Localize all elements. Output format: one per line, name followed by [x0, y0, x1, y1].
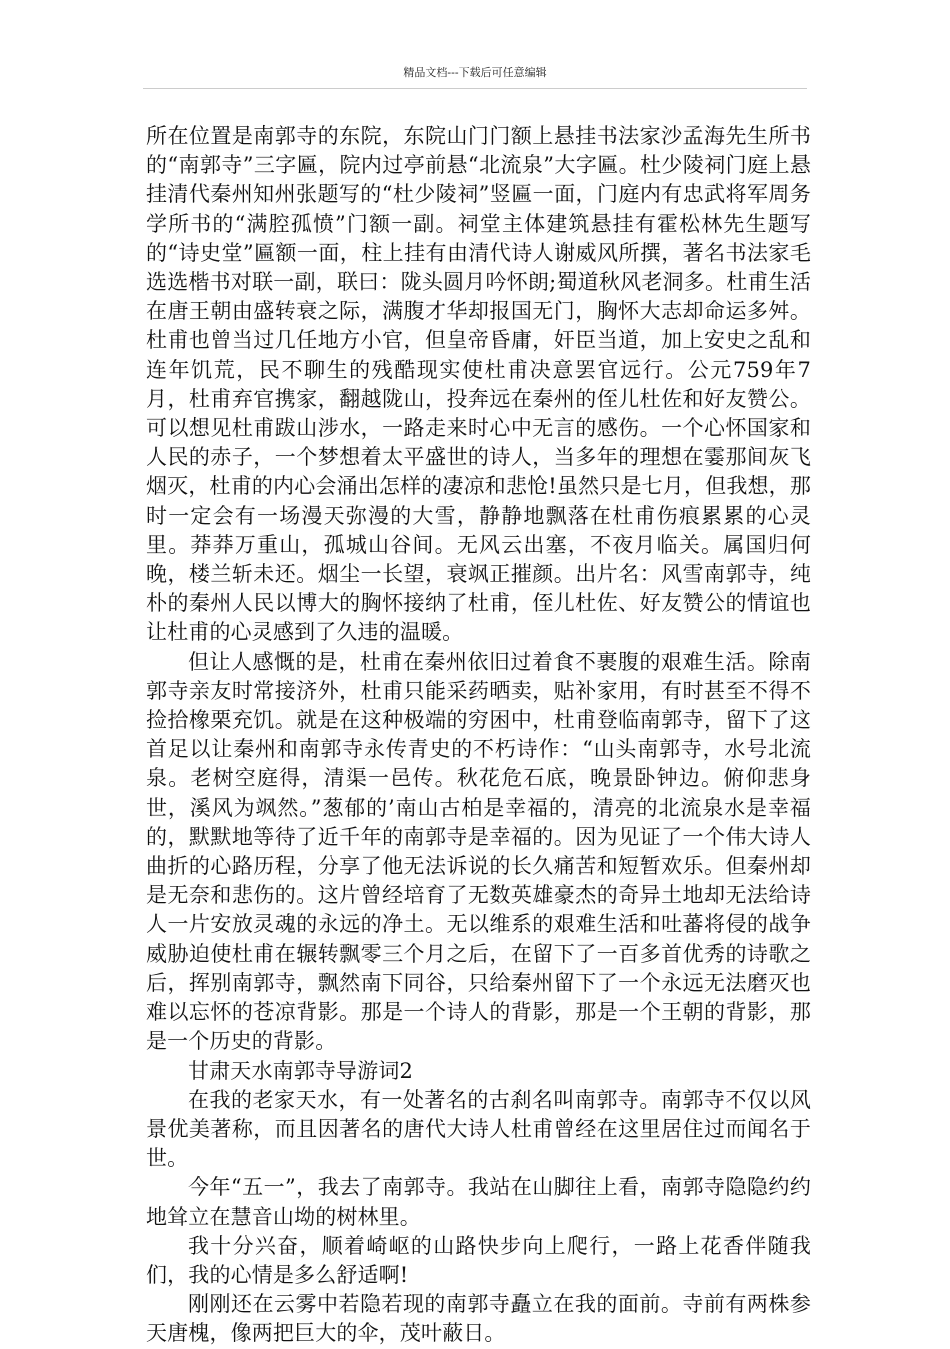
paragraph-2: 但让人感慨的是，杜甫在秦州依旧过着食不裹腹的艰难生活。除南郭寺亲友时常接济外，杜甫只能采药晒卖，贴补家用，有时甚至不得不捡拾橡栗充饥。就是在这种极端的穷困中，杜甫登临南郭寺，留下了这首足以让秦州和南郭寺永传青史的不朽诗作：“山头南郭寺，水号北流泉。老树空庭得，清渠一邑传。秋花危石底，晚景卧钟边。俯仰悲身世，溪风为飒然。”葱郁的’南山古柏是幸福的，清亮的北流泉水是幸福的，默默地等待了近千年的南郭寺是幸福的。因为见证了一个伟大诗人曲折的心路历程，分享了他无法诉说的长久痛苦和短暂欢乐。但秦州却是无奈和悲伤的。这片曾经培育了无数英雄豪杰的奇异土地却无法给诗人一片安放灵魂的永远的净土。无以维系的艰难生活和吐蕃将侵的战争威胁迫使杜甫在辗转飘零三个月之后，在留下了一百多首优秀的诗歌之后，挥别南郭寺，飘然南下同谷，只给秦州留下了一个永远无法磨灭也难以忘怀的苍凉背影。那是一个诗人的背影，那是一个王朝的背影，那是一个历史的背影。	[146, 649, 811, 1054]
paragraph-5: 我十分兴奋，顺着崎岖的山路快步向上爬行，一路上花香伴随我们，我的心情是多么舒适啊!	[146, 1233, 811, 1287]
paragraph-4: 今年“五一”，我去了南郭寺。我站在山脚往上看，南郭寺隐隐约约地耸立在慧音山坳的树林里。	[146, 1175, 811, 1229]
paragraph-1: 所在位置是南郭寺的东院，东院山门门额上悬挂书法家沙孟海先生所书的“南郭寺”三字匾，院内过亭前悬“北流泉”大字匾。杜少陵祠门庭上悬挂清代秦州知州张题写的“杜少陵祠”竖匾一面，门庭内有忠武将军周务学所书的“满腔孤愤”门额一副。祠堂主体建筑悬挂有霍松林先生题写的“诗史堂”匾额一面，柱上挂有由清代诗人谢威风所撰，著名书法家毛选选楷书对联一副，联曰：陇头圆月吟怀朗;蜀道秋风老洞多。杜甫生活在唐王朝由盛转衰之际，满腹才华却报国无门，胸怀大志却命运多舛。杜甫也曾当过几任地方小官，但皇帝昏庸，奸臣当道，加上安史之乱和连年饥荒，民不聊生的残酷现实使杜甫决意罢官远行。公元759年7月，杜甫弃官携家，翻越陇山，投奔远在秦州的侄儿杜佐和好友赞公。可以想见杜甫跋山涉水，一路走来时心中无言的感伤。一个心怀国家和人民的赤子，一个梦想着太平盛世的诗人，当多年的理想在霎那间灰飞烟灭，杜甫的内心会涌出怎样的凄凉和悲怆!虽然只是七月，但我想，那时一定会有一场漫天弥漫的大雪，静静地飘落在杜甫伤痕累累的心灵里。莽莽万重山，孤城山谷间。无风云出塞，不夜月临关。属国归何晚，楼兰斩未还。烟尘一长望，衰飒正摧颜。出片名：风雪南郭寺，纯朴的秦州人民以博大的胸怀接纳了杜甫，侄儿杜佐、好友赞公的情谊也让杜甫的心灵感到了久违的温暖。	[146, 124, 811, 645]
page-header: 精品文档---下载后可任意编辑	[403, 66, 547, 79]
paragraph-6: 刚刚还在云雾中若隐若现的南郭寺矗立在我的面前。寺前有两株参天唐槐，像两把巨大的伞，茂叶蔽日。	[146, 1292, 811, 1346]
header-divider	[143, 88, 807, 89]
document-body	[146, 122, 811, 1349]
section-heading: 甘肃天水南郭寺导游词2	[188, 1058, 414, 1083]
paragraph-3: 在我的老家天水，有一处著名的古刹名叫南郭寺。南郭寺不仅以风景优美著称，而且因著名的唐代大诗人杜甫曾经在这里居住过而闻名于世。	[146, 1087, 811, 1171]
